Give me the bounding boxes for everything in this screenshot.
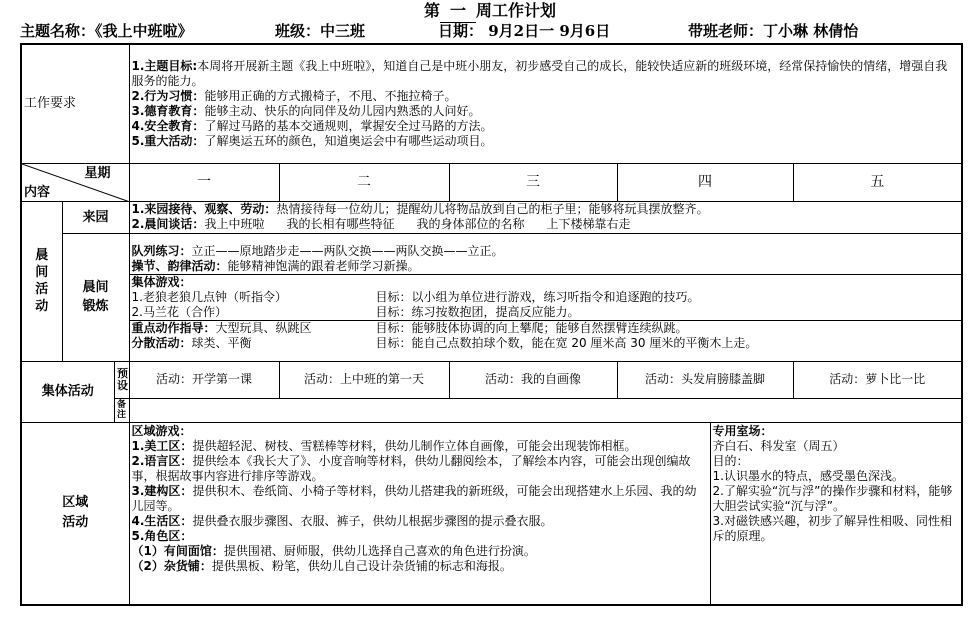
class-name: 班级：中三班 xyxy=(275,22,366,40)
area-games-head: 区域游戏： xyxy=(131,423,192,438)
work-req-head: 2.行为习惯： xyxy=(131,88,205,103)
title-suffix: 周工作计划 xyxy=(476,1,557,20)
arrival-text: 热情接待每一位幼儿；提醒幼儿将物品放到自己的柜子里；能够将玩具摆放整齐。 xyxy=(276,202,709,216)
rhythm-text: 能够精神饱满的跟着老师学习新操。 xyxy=(227,258,420,273)
note-label xyxy=(114,398,129,422)
focus-head: 重点动作指导： xyxy=(131,320,216,335)
arrival-content xyxy=(129,201,962,233)
work-req-label: 工作要求 xyxy=(21,44,129,163)
arrival-line xyxy=(132,202,960,217)
game-name: 1.老狼老狼几点钟（听指令） xyxy=(131,289,287,304)
weekday-header: 四 xyxy=(617,163,793,201)
group-plan-row xyxy=(21,361,962,398)
work-req-text: 能够用正确的方式搬椅子，不甩、不拖拉椅子。 xyxy=(204,88,457,103)
area-item-head: 5.角色区： xyxy=(131,528,193,543)
weekday-corner-cell xyxy=(21,163,129,201)
title-prefix: 第 xyxy=(423,1,440,20)
work-req-head: 3.德育教育： xyxy=(131,103,205,118)
arrival-row xyxy=(21,201,962,233)
title-week-number: 一 xyxy=(440,0,476,23)
game-line xyxy=(132,305,960,320)
area-item xyxy=(132,484,708,514)
work-req-row xyxy=(21,44,962,163)
area-item-head: 4.生活区： xyxy=(131,513,193,528)
special-goal: 2.了解实验“沉与浮”的操作步骤和材料，能够大胆尝试实验“沉与浮”。 xyxy=(712,483,953,513)
drill-text: 立正——原地踏步走——两队交换——两队交换——立正。 xyxy=(191,243,504,258)
area-item xyxy=(132,454,708,484)
plan-header xyxy=(20,20,960,42)
game-goal: 目标：以小组为单位进行游戏，练习听指令和追逐跑的技巧。 xyxy=(375,289,700,304)
weekday-header: 五 xyxy=(793,163,962,201)
talk-topic: 我的身体部位的名称 xyxy=(416,217,525,231)
morning-talk-line xyxy=(132,217,960,232)
weekday-header: 一 xyxy=(129,163,279,201)
work-req-item xyxy=(132,59,960,89)
area-item-text: 提供绘本《我长大了》、小度音响等材料，供幼儿翻阅绘本，了解绘本内容，可能会出现创编故事，根据故事内容进行排序等游戏。 xyxy=(131,453,691,483)
area-item xyxy=(132,559,708,574)
group-activity-cell: 活动：萝卜比一比 xyxy=(793,361,962,398)
focus-block xyxy=(130,321,962,351)
drill-block xyxy=(130,244,962,275)
arrival-label: 来园 xyxy=(62,201,129,233)
work-req-head: 4.安全教育： xyxy=(131,118,205,133)
split-line xyxy=(132,336,960,351)
area-item-text: 提供围裙、厨师服，供幼儿选择自己喜欢的角色进行扮演。 xyxy=(223,543,536,558)
special-room-list: 齐白石、科发室（周五） xyxy=(712,438,845,453)
focus-line xyxy=(132,321,960,336)
group-activity-cell: 活动：我的自画像 xyxy=(449,361,617,398)
area-item xyxy=(132,529,708,544)
work-req-text: 能够主动、快乐的向同伴及幼儿园内熟悉的人问好。 xyxy=(204,103,481,118)
area-item-text: 提供积木、卷纸筒、小椅子等材料，供幼儿搭建我的新班级，可能会出现搭建水上乐园、我的幼儿园等。 xyxy=(131,483,697,513)
theme-name: 主题名称：《我上中班啦》 xyxy=(20,22,193,40)
group-game-block xyxy=(130,275,962,321)
game-goal: 目标：练习按数抱团，提高反应能力。 xyxy=(375,304,580,319)
area-item-head: （1）有间面馆： xyxy=(131,543,224,558)
focus-goal: 目标：能够肢体协调的向上攀爬；能够自然摆臂连续纵跳。 xyxy=(375,320,688,335)
group-activity-label xyxy=(21,361,114,422)
area-item-text: 提供叠衣服步骤图、衣服、裤子，供幼儿根据步骤图的提示叠衣服。 xyxy=(192,513,553,528)
work-req-item xyxy=(132,104,960,119)
talk-topic: 我的长相有哪些特征 xyxy=(286,217,395,231)
plan-label-text: 预设 xyxy=(117,366,128,392)
work-req-head: 5.重大活动： xyxy=(131,133,205,148)
week-label: 星期 xyxy=(84,165,111,181)
exercise-row xyxy=(21,233,962,361)
split-text: 球类、平衡 xyxy=(191,335,252,350)
split-goal: 目标：能自己点数拍球个数，能在宽 20 厘米高 30 厘米的平衡木上走。 xyxy=(375,335,758,350)
game-name: 2.马兰花（合作） xyxy=(131,304,227,319)
area-activity-label xyxy=(21,422,129,605)
group-activity-cell: 活动：上中班的第一天 xyxy=(279,361,449,398)
area-item-head: （2）杂货铺： xyxy=(131,558,212,573)
morning-activity-text: 晨间活动 xyxy=(35,248,49,314)
area-item xyxy=(132,544,708,559)
content-label: 内容 xyxy=(24,184,51,200)
special-goal: 1.认识墨水的特点，感受墨色深浅。 xyxy=(712,468,904,483)
morning-talk-head: 2.晨间谈话： xyxy=(131,217,205,231)
work-req-head: 1.主题目标: xyxy=(131,58,198,73)
area-item-head: 2.语言区： xyxy=(131,453,193,468)
special-goal-label: 目的： xyxy=(712,453,749,468)
group-activity-cell: 活动：头发肩膀膝盖脚 xyxy=(617,361,793,398)
work-req-text: 了解奥运五环的颜色，知道奥运会中有哪些运动项目。 xyxy=(204,133,493,148)
split-head: 分散活动： xyxy=(131,335,192,350)
group-note-row xyxy=(21,398,962,422)
area-item-head: 3.建构区： xyxy=(131,483,193,498)
morning-activity-label xyxy=(21,201,62,361)
area-games-cell xyxy=(129,422,710,605)
area-row xyxy=(21,422,962,605)
drill-line xyxy=(132,244,960,259)
special-room-cell xyxy=(710,422,962,605)
work-req-text: 本周将开展新主题《我上中班啦》，知道自己是中班小朋友，初步感受自己的成长，能较快适应新的班级环境，经常保持愉快的情绪，增强自我服务的能力。 xyxy=(131,58,948,88)
work-req-text: 了解过马路的基本交通规则，掌握安全过马路的方法。 xyxy=(204,118,493,133)
work-req-item xyxy=(132,89,960,104)
teacher-names: 带班老师：丁小琳 林倩怡 xyxy=(688,22,859,40)
talk-topic: 我上中班啦 xyxy=(204,217,265,231)
area-item-text: 提供超轻泥、树枝、雪糕棒等材料，供幼儿制作立体自画像，可能会出现装饰相框。 xyxy=(192,438,637,453)
rhythm-line xyxy=(132,259,960,274)
area-item xyxy=(132,514,708,529)
arrival-head: 1.来园接待、观察、劳动： xyxy=(131,202,277,216)
drill-head: 队列练习： xyxy=(131,243,192,258)
special-goal: 3.对磁铁感兴趣，初步了解异性相吸、同性相斥的原理。 xyxy=(712,513,952,543)
work-req-item xyxy=(132,119,960,134)
rhythm-head: 操节、韵律活动： xyxy=(131,258,228,273)
exercise-content xyxy=(129,233,962,361)
area-item-text: 提供黑板、粉笔，供幼儿自己设计杂货铺的标志和海报。 xyxy=(211,558,512,573)
area-activity-text: 区域活动 xyxy=(62,495,89,531)
weekday-header: 三 xyxy=(449,163,617,201)
group-activity-text: 集体活动 xyxy=(41,383,94,399)
note-content xyxy=(129,398,962,422)
weekday-header: 二 xyxy=(279,163,449,201)
area-item xyxy=(132,439,708,454)
group-activity-cell: 活动：开学第一课 xyxy=(129,361,279,398)
special-room-head: 专用室场： xyxy=(712,423,773,438)
plan-table xyxy=(20,43,963,606)
exercise-label xyxy=(62,233,129,361)
area-item-head: 1.美工区： xyxy=(131,438,193,453)
exercise-label-text: 晨间锻炼 xyxy=(82,280,109,314)
weekday-row xyxy=(21,163,962,201)
work-req-item xyxy=(132,134,960,149)
work-req-content xyxy=(129,44,962,163)
note-label-text: 备注 xyxy=(116,400,126,420)
date-range: 日期： 9月2日一 9月6日 xyxy=(438,22,611,40)
group-game-head: 集体游戏： xyxy=(131,274,192,289)
plan-label xyxy=(114,361,129,398)
game-line xyxy=(132,290,960,305)
talk-topic: 上下楼梯靠右走 xyxy=(546,217,631,231)
focus-text: 大型玩具、纵跳区 xyxy=(215,320,312,335)
